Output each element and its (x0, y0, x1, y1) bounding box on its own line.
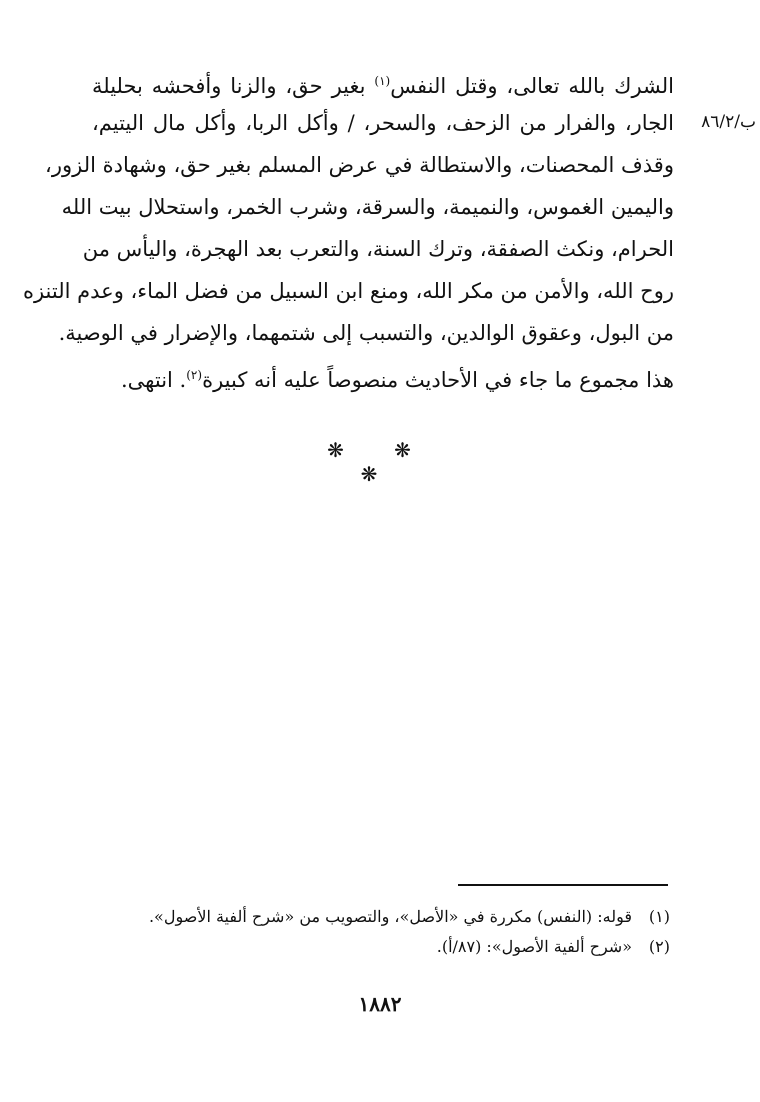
footnote-ref-1[interactable]: (١) (374, 74, 391, 88)
text-line-4: واليمين الغموس، والنميمة، والسرقة، وشرب الخمر، واستحلال بيت الله (61, 195, 674, 219)
text-line-3: وقذف المحصنات، والاستطالة في عرض المسلم بغير حق، وشهادة الزور، (45, 153, 674, 177)
footnote-separator (458, 884, 668, 886)
footnote-number: (١) (648, 907, 670, 926)
manuscript-folio-marker: ب/٨٦/٢ (701, 112, 756, 132)
footnote-2 (150, 932, 670, 962)
text-line-2: الجار، والفرار من الزحف، والسحر، / وأكل الربا، وأكل مال اليتيم، (92, 111, 674, 135)
text-line-8: هذا مجموع ما جاء في الأحاديث منصوصاً عليه أنه كبيرة$^{(٢)}$. انتهى. (121, 368, 674, 392)
text-line-6: روح الله، والأمن من مكر الله، ومنع ابن السبيل من فضل الماء، وعدم التنزه (22, 279, 674, 303)
footnote-number: (٢) (648, 937, 670, 956)
footnote-text: «شرح ألفية الأصول»: (٨٧/أ). (436, 937, 632, 956)
footnote-text: قوله: (النفس) مكررة في «الأصل»، والتصويب من «شرح ألفية الأصول». (148, 907, 632, 926)
text-line-1: الشرك بالله تعالى، وقتل النفس$^{(١)}$ بغير حق، والزنا وأفحشه بحليلة (92, 74, 675, 98)
text-line-7: من البول، وعقوق الوالدين، والتسبب إلى شتمهما، والإضرار في الوصية. (58, 321, 674, 345)
section-divider-ornaments: ❋ ❋ ❋ (327, 438, 433, 486)
footnotes (150, 902, 670, 962)
page-number: ١٨٨٢ (358, 992, 402, 1016)
main-text (22, 60, 675, 396)
footnote-1 (150, 902, 670, 932)
text-line-5: الحرام، ونكث الصفقة، وترك السنة، والتعرب بعد الهجرة، واليأس من (82, 237, 674, 261)
footnote-ref-2[interactable]: (٢) (186, 368, 203, 382)
